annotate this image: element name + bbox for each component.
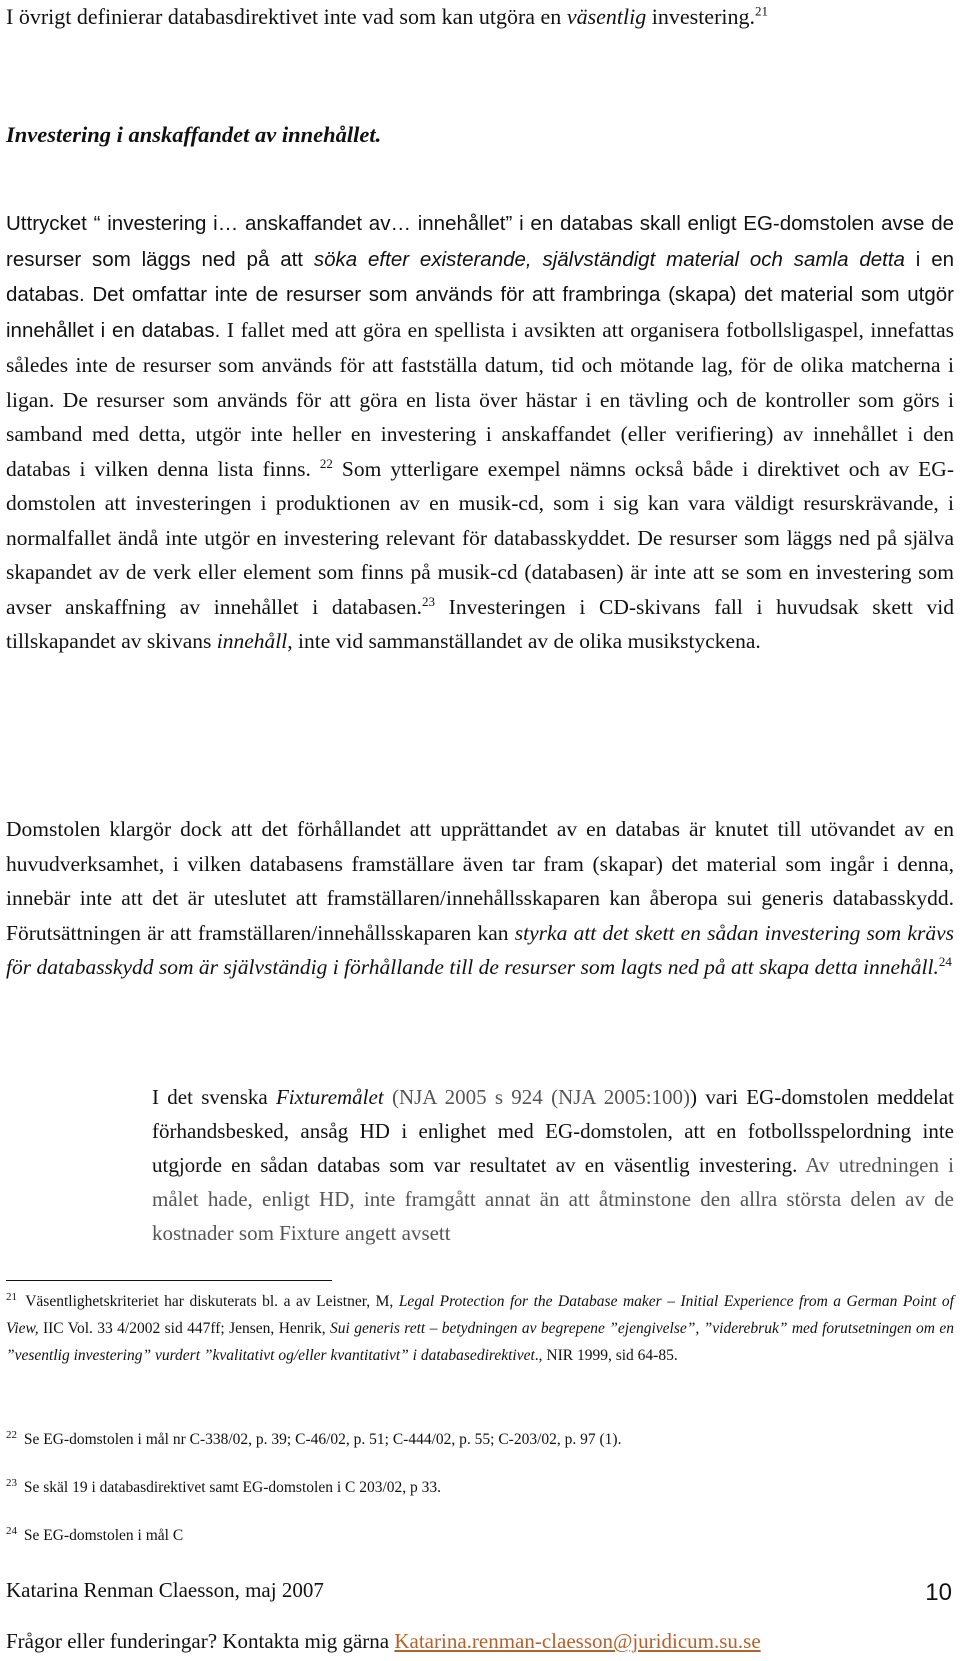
quote-text-d: ) vari EG-domstolen meddelat förhandsbesked, ansåg HD i enlighet med EG-domstolen, att en fotbollsspelordning inte utgjorde en sådan databas som var resultatet av en väsentlig investering. xyxy=(152,1085,954,1177)
intro-emphasis: väsentlig xyxy=(566,4,647,29)
footer-contact xyxy=(6,1626,761,1656)
p1-text-a: Uttrycket “ investering i… anskaffandet av… innehållet” i en databas skall enligt EG-domstolen avse de resurser som läggs ned på att xyxy=(6,212,954,271)
p1-text-d: I fallet med att göra en spellista i avsikten att organisera fotbollsligaspel, innefattas således inte de resurser som används för att fastställa datum, tid och mötande lag, för de olika matcherna i ligan. De resurser som används för att göra en lista över hästar i en tävling och de kontroller som görs i samband med detta, utgör inte heller en investering i anskaffandet (eller verifiering) av innehållet i den databas i vilken denna lista finns. xyxy=(6,317,955,481)
p1-emphasis-content: innehåll xyxy=(216,629,288,653)
p1-text-c: i en databas. Det omfattar inte de resurser som används för att frambringa (skapa) det material som utgör innehållet i en databas. xyxy=(6,247,955,342)
intro-line xyxy=(6,2,768,32)
paragraph-investment xyxy=(6,206,954,659)
p1-text-e: Som ytterligare exempel nämns också både i direktivet och av EG-domstolen att investeringen i produktionen av en musik-cd, som i sig kan vara väldigt resurskrävande, i normalfallet ändå inte utgör en investering relevant för databasskyddet. De resurser som läggs ned på själva skapandet av de verk eller element som finns på musik-cd (databasen) är inte att se som en investering som avser anskaffning av innehållet i databasen. xyxy=(6,456,954,619)
footnote-ref-23[interactable]: 23 xyxy=(422,593,435,609)
footnote-ref-24[interactable]: 24 xyxy=(938,953,952,969)
footnote-22 xyxy=(6,1426,954,1453)
p1-text-h: , inte vid sammanställandet av de olika musikstyckena. xyxy=(287,629,761,653)
footnote-number: 23 xyxy=(6,1476,17,1489)
fn21-text-e: ., NIR 1999, sid 64-85. xyxy=(534,1347,678,1364)
contact-text: Frågor eller funderingar? Kontakta mig gärna xyxy=(6,1629,395,1653)
footnote-21 xyxy=(6,1288,954,1369)
section-heading: Investering i anskaffandet av innehållet. xyxy=(6,122,382,147)
p1-text-f: Investeringen i CD-skivans fall i huvudsak skett vid tillskapandet av skivans xyxy=(6,594,954,653)
footnote-24 xyxy=(6,1522,954,1549)
block-quote-fixture xyxy=(152,1080,954,1250)
footnote-23 xyxy=(6,1474,954,1501)
footnote-ref-22[interactable]: 22 xyxy=(319,455,333,471)
fn22-text: Se EG-domstolen i mål nr C-338/02, p. 39; C-46/02, p. 51; C-444/02, p. 55; C-203/02, p. 97 (1). xyxy=(20,1431,622,1448)
p2-emphasis: styrka att det skett en sådan investering som krävs för databasskydd som är självständig i förhållande till de resurser som lagts ned på att skapa detta innehåll. xyxy=(6,920,955,979)
fn21-title-a: Legal Protection for the Database maker – Initial Experience from a German Point of View, xyxy=(6,1293,954,1337)
fn24-text: Se EG-domstolen i mål C xyxy=(20,1527,184,1544)
footer-author: Katarina Renman Claesson, maj 2007 xyxy=(6,1578,324,1602)
footnote-number: 24 xyxy=(6,1524,17,1537)
footnote-separator xyxy=(6,1280,332,1281)
paragraph-court xyxy=(6,812,954,985)
footnote-number: 21 xyxy=(6,1290,17,1303)
quote-citation: (NJA 2005 s 924 (NJA 2005:100) xyxy=(383,1085,691,1109)
fn21-text-c: IIC Vol. 33 4/2002 sid 447ff; Jensen, Henrik, xyxy=(38,1320,331,1337)
quote-text-a: I det svenska xyxy=(152,1085,276,1109)
fn21-text-a: Väsentlighetskriteriet har diskuterats bl. a av Leistner, M, xyxy=(20,1293,399,1310)
intro-text: I övrigt definierar databasdirektivet inte vad som kan utgöra en xyxy=(6,4,567,29)
footnote-ref-21[interactable]: 21 xyxy=(755,3,769,19)
fn21-title-b: Sui generis rett – betydningen av begrepene ”ejengivelse”, ”viderebruk” med forutsetningen om en ”vesentlig investering” vurdert ”kvalitativt og/eller kvantitativt” i databasedirektivet xyxy=(6,1320,954,1364)
quote-text-e: Av utredningen i målet hade, enligt HD, inte framgått annat än att åtminstone den allra största delen av de kostnader som Fixture angett avsett xyxy=(152,1153,954,1245)
p2-text-a: Domstolen klargör dock att det förhållandet att upprättandet av en databas är knutet till utövandet av en huvudverksamhet, i vilken databasens framställare även tar fram (skapar) det material som ingår i denna, innebär inte att det är uteslutet att framställaren/innehållsskaparen kan åberopa sui generis databasskydd. Förutsättningen är att framställaren/innehållsskaparen kan xyxy=(6,817,954,945)
page-number: 10 xyxy=(925,1579,952,1606)
quote-case-name: Fixturemålet xyxy=(275,1085,384,1109)
intro-text-end: investering. xyxy=(646,4,756,29)
p1-emphasis: söka efter existerande, självständigt material och samla detta xyxy=(313,247,905,271)
footnote-number: 22 xyxy=(6,1428,17,1441)
fn23-text: Se skäl 19 i databasdirektivet samt EG-domstolen i C 203/02, p 33. xyxy=(20,1479,442,1496)
email-link[interactable]: Katarina.renman-claesson@juridicum.su.se xyxy=(394,1629,761,1653)
